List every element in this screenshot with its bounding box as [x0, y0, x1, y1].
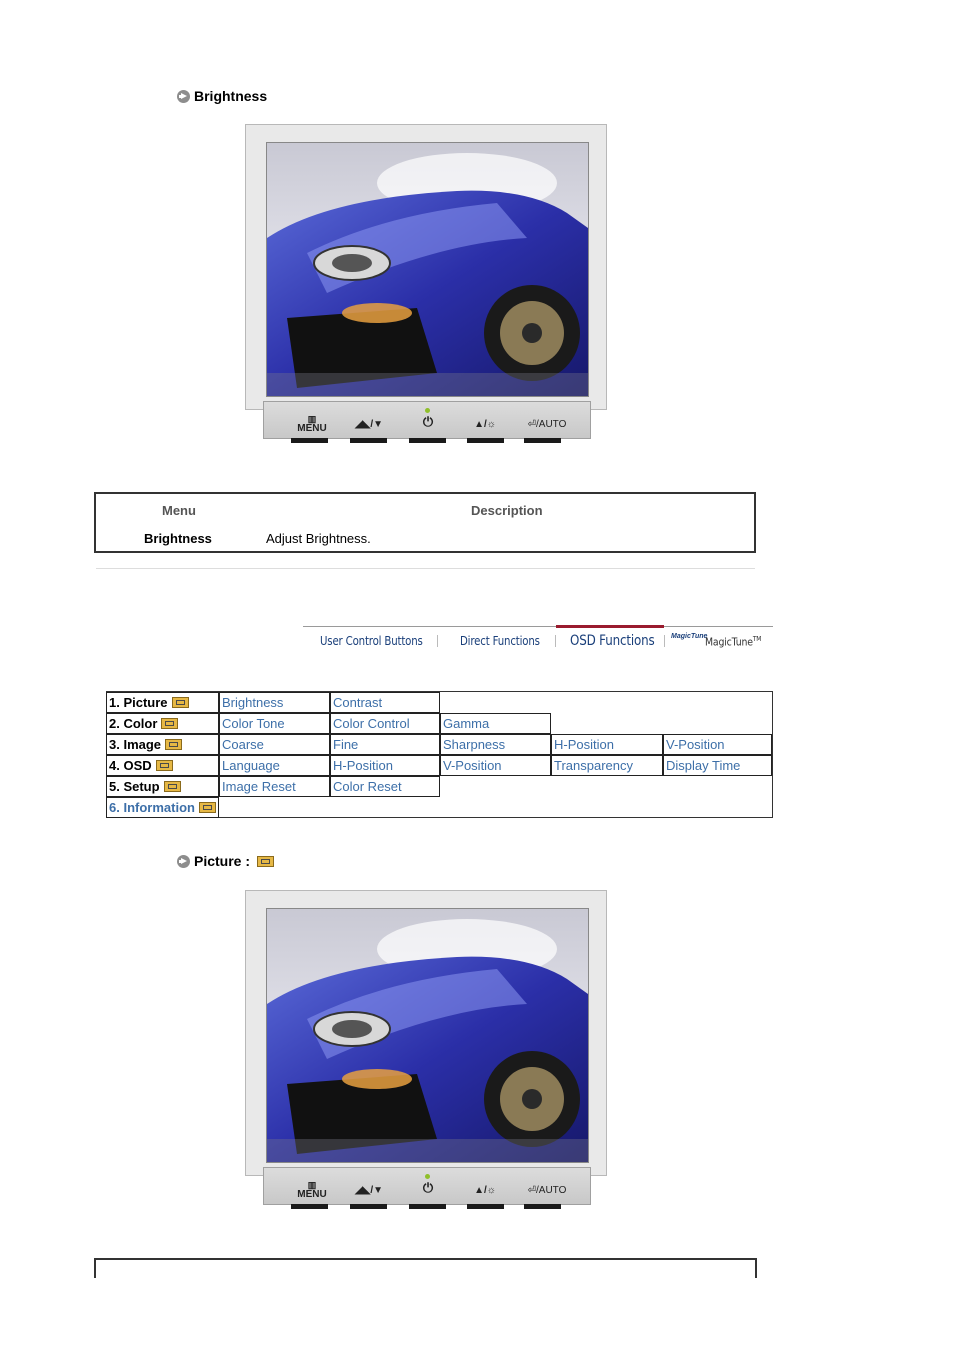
- magicbright-icon: ◢◣: [354, 419, 371, 430]
- source-icon: ⏎: [527, 1185, 536, 1196]
- osd-item-color-control[interactable]: Color Control: [330, 713, 440, 734]
- information-icon: [199, 802, 216, 813]
- osd-menu-picture[interactable]: 1. Picture: [106, 692, 219, 713]
- osd-menu-osd[interactable]: 4. OSD: [106, 755, 219, 776]
- source-auto-button[interactable]: ⏎/AUTO: [527, 419, 567, 430]
- osd-menu-color[interactable]: 2. Color: [106, 713, 219, 734]
- magicbright-down-button[interactable]: ◢◣/▼: [354, 419, 384, 430]
- tab-user-control-buttons[interactable]: User Control Buttons: [320, 634, 423, 648]
- nav-tabs: [303, 626, 773, 655]
- power-button[interactable]: [419, 414, 437, 429]
- source-icon: ⏎: [527, 419, 536, 430]
- arrow-right-icon: [177, 90, 190, 103]
- osd-item-image-h-position[interactable]: H-Position: [551, 734, 663, 755]
- brightness-heading: [177, 88, 267, 104]
- osd-item-display-time[interactable]: Display Time: [663, 755, 772, 776]
- osd-item-coarse[interactable]: Coarse: [219, 734, 330, 755]
- picture-title: Picture :: [194, 853, 251, 869]
- osd-item-osd-v-position[interactable]: V-Position: [440, 755, 551, 776]
- menu-cell: Brightness: [144, 531, 212, 546]
- next-description-table: [94, 1258, 757, 1278]
- power-icon: ⏻: [422, 414, 434, 429]
- power-led: [425, 408, 430, 413]
- menu-icon: ▥: [307, 414, 317, 424]
- osd-item-contrast[interactable]: Contrast: [330, 692, 440, 713]
- osd-item-brightness[interactable]: Brightness: [219, 692, 330, 713]
- menu-icon: ▥: [307, 1180, 317, 1190]
- up-brightness-button[interactable]: ▲/☼: [474, 1185, 496, 1196]
- car-photo: [267, 143, 588, 396]
- down-arrow-icon: ▼: [373, 1185, 384, 1196]
- power-led: [425, 1174, 430, 1179]
- setup-icon: [164, 781, 181, 792]
- osd-item-sharpness[interactable]: Sharpness: [440, 734, 551, 755]
- tab-direct-functions[interactable]: Direct Functions: [460, 634, 540, 648]
- tab-magictune[interactable]: MagicTune™: [705, 635, 762, 649]
- monitor-control-panel: [263, 1167, 591, 1205]
- sun-icon: ☼: [486, 419, 496, 430]
- osd-menu-image[interactable]: 3. Image: [106, 734, 219, 755]
- monitor-image: [245, 124, 607, 410]
- brightness-title: Brightness: [194, 88, 268, 104]
- picture-icon: [257, 856, 274, 867]
- magictune-logo-icon: MagicTune: [671, 633, 708, 640]
- description-column-header: Description: [471, 503, 543, 518]
- osd-icon: [156, 760, 173, 771]
- monitor-control-panel: [263, 401, 591, 439]
- osd-item-transparency[interactable]: Transparency: [551, 755, 663, 776]
- arrow-right-icon: [177, 855, 190, 868]
- image-icon: [165, 739, 182, 750]
- osd-item-gamma[interactable]: Gamma: [440, 713, 551, 734]
- menu-column-header: Menu: [162, 503, 196, 518]
- magicbright-icon: ◢◣: [354, 1185, 371, 1196]
- divider: [96, 568, 755, 569]
- down-arrow-icon: ▼: [373, 419, 384, 430]
- up-arrow-icon: ▲: [474, 1185, 484, 1196]
- power-icon: ⏻: [422, 1180, 434, 1195]
- tab-osd-functions[interactable]: OSD Functions: [570, 633, 655, 649]
- menu-button[interactable]: ▥ MENU: [294, 415, 330, 433]
- up-arrow-icon: ▲: [474, 419, 484, 430]
- monitor-screen: [266, 908, 589, 1163]
- magicbright-down-button[interactable]: ◢◣/▼: [354, 1185, 384, 1196]
- monitor-screen: [266, 142, 589, 397]
- description-cell: Adjust Brightness.: [266, 531, 371, 546]
- up-brightness-button[interactable]: ▲/☼: [474, 419, 496, 430]
- osd-item-language[interactable]: Language: [219, 755, 330, 776]
- osd-item-fine[interactable]: Fine: [330, 734, 440, 755]
- car-photo: [267, 909, 588, 1162]
- color-icon: [161, 718, 178, 729]
- osd-item-color-tone[interactable]: Color Tone: [219, 713, 330, 734]
- osd-menu-information[interactable]: 6. Information: [106, 797, 219, 818]
- picture-icon: [172, 697, 189, 708]
- osd-menu-setup[interactable]: 5. Setup: [106, 776, 219, 797]
- monitor-image: [245, 890, 607, 1176]
- osd-item-color-reset[interactable]: Color Reset: [330, 776, 440, 797]
- osd-item-osd-h-position[interactable]: H-Position: [330, 755, 440, 776]
- osd-item-image-reset[interactable]: Image Reset: [219, 776, 330, 797]
- sun-icon: ☼: [486, 1185, 496, 1196]
- picture-heading: [177, 853, 274, 869]
- menu-description-table: [94, 492, 756, 553]
- menu-button[interactable]: ▥ MENU: [294, 1181, 330, 1199]
- source-auto-button[interactable]: ⏎/AUTO: [527, 1185, 567, 1196]
- osd-item-image-v-position[interactable]: V-Position: [663, 734, 772, 755]
- power-button[interactable]: [419, 1180, 437, 1195]
- active-tab-indicator: [556, 625, 664, 628]
